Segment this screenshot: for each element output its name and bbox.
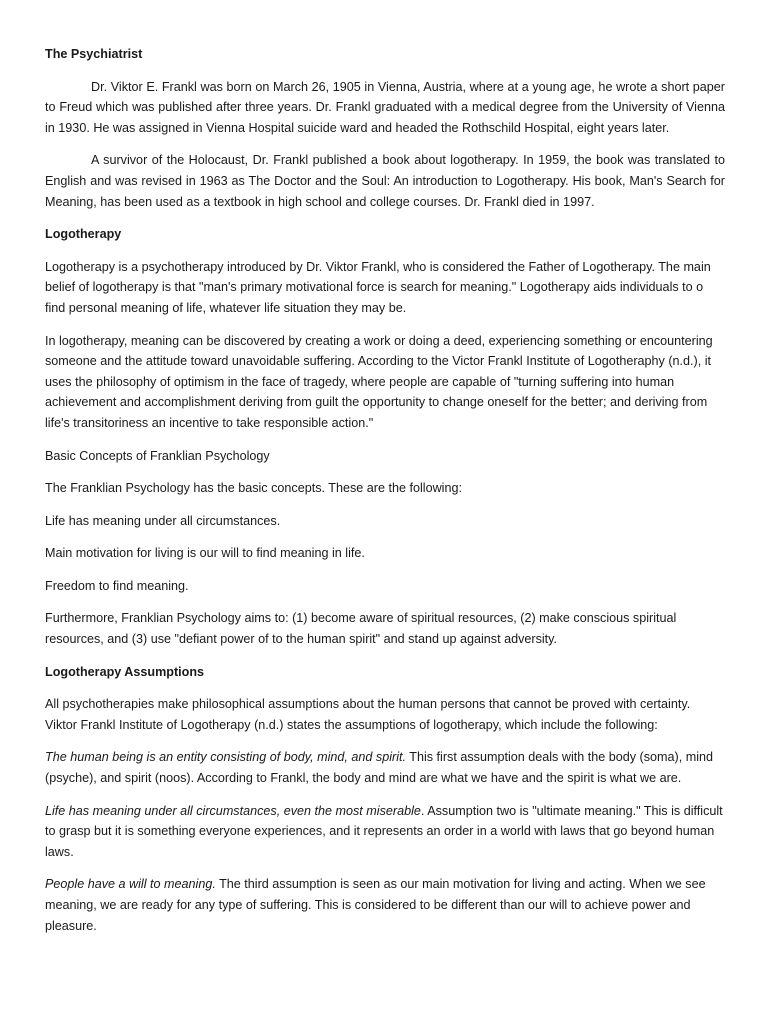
section-heading-logotherapy: Logotherapy bbox=[45, 227, 122, 242]
assumption-2-explanation: . Assumption two is "ultimate meaning." This is difficult to grasp but it is something everyone experiences, and it represents an order in a world with laws that go beyond human laws. bbox=[45, 803, 723, 859]
paragraph-logotherapy-definition: Logotherapy is a psychotherapy introduced by Dr. Viktor Frankl, who is considered the Father of Logotherapy. The main belief of logotherapy is that "man's primary motivational force is search for meaning." Logotherapy aids individuals to o find personal meaning of life, whatever life situation they may be. bbox=[45, 259, 711, 315]
assumption-1-explanation: This first assumption deals with the body (soma), mind (psyche), and spirit (noos). According to Frankl, the body and mind are what we have and the spirit is what we are. bbox=[45, 750, 714, 786]
paragraph-basic-concepts-intro: The Franklian Psychology has the basic concepts. These are the following: bbox=[45, 481, 462, 496]
concept-item-2: Main motivation for living is our will to find meaning in life. bbox=[45, 546, 365, 561]
section-heading-assumptions: Logotherapy Assumptions bbox=[45, 664, 205, 679]
assumption-2 bbox=[45, 801, 725, 863]
assumption-1-statement: The human being is an entity consisting of body, mind, and spirit. bbox=[45, 750, 406, 765]
concept-item-3: Freedom to find meaning. bbox=[45, 578, 189, 593]
assumption-1 bbox=[45, 747, 725, 788]
paragraph-holocaust-survivor: A survivor of the Holocaust, Dr. Frankl published a book about logotherapy. In 1959, the book was translated to English and was revised in 1963 as The Doctor and the Soul: An introduction to Logotherapy. His book, Man's Search for Meaning, has been used as a textbook in high school and college courses. Dr. Frankl died in 1997. bbox=[45, 153, 725, 209]
section-heading-basic-concepts: Basic Concepts of Franklian Psychology bbox=[45, 448, 270, 463]
paragraph-frankl-biography: Dr. Viktor E. Frankl was born on March 26, 1905 in Vienna, Austria, where at a young age, he wrote a short paper to Freud which was published after three years. Dr. Frankl graduated with a medical degree from the University of Vienna in 1930. He was assigned in Vienna Hospital suicide ward and headed the Rothschild Hospital, eight years later. bbox=[45, 79, 725, 135]
concept-item-1: Life has meaning under all circumstances. bbox=[45, 513, 281, 528]
assumption-3 bbox=[45, 874, 725, 936]
paragraph-assumptions-intro: All psychotherapies make philosophical assumptions about the human persons that cannot be proved with certainty. Viktor Frankl Institute of Logotherapy (n.d.) states the assumptions of logotherapy, which include the following: bbox=[45, 697, 691, 732]
paragraph-franklian-aims: Furthermore, Franklian Psychology aims to: (1) become aware of spiritual resources, (2) make conscious spiritual resources, and (3) use "defiant power of to the human spirit" and stand up against adversity. bbox=[45, 611, 677, 647]
assumption-3-statement: People have a will to meaning. bbox=[45, 877, 216, 892]
assumption-2-statement: Life has meaning under all circumstances, even the most miserable bbox=[45, 803, 421, 818]
document-page bbox=[45, 44, 725, 948]
section-heading-psychiatrist: The Psychiatrist bbox=[45, 47, 143, 61]
paragraph-logotherapy-meaning: In logotherapy, meaning can be discovered by creating a work or doing a deed, experiencing something or encountering someone and the attitude toward unavoidable suffering. According to the Victor Frankl Institute of Logotheraphy (n.d.), it uses the philosophy of optimism in the face of tragedy, where people are capable of "turning suffering into human achievement and accomplishment deriving from guilt the opportunity to change oneself for the better; and deriving from life's transitoriness an incentive to take responsible action." bbox=[45, 333, 713, 430]
assumption-3-explanation: The third assumption is seen as our main motivation for living and acting. When we see meaning, we are ready for any type of suffering. This is considered to be different than our will to achieve power and pleasure. bbox=[45, 877, 706, 933]
